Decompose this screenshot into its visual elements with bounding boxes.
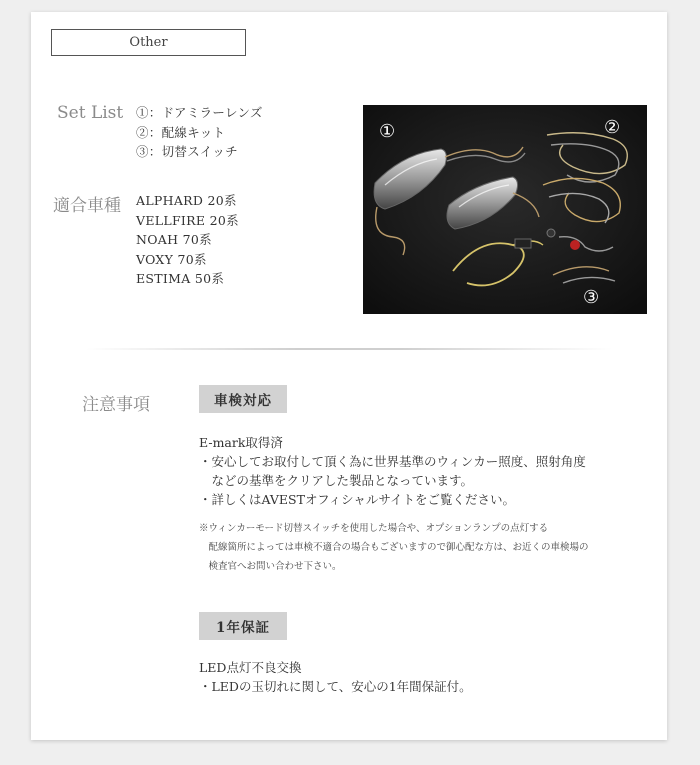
compatible-item: VELLFIRE 20系 bbox=[136, 212, 239, 228]
warranty-line: ・LEDの玉切れに関して、安心の1年間保証付。 bbox=[199, 679, 472, 694]
product-photo bbox=[363, 105, 647, 314]
section-divider bbox=[86, 348, 612, 350]
compatible-label: 適合車種 bbox=[53, 196, 121, 216]
warranty-body bbox=[199, 658, 472, 696]
set-list-label: Set List bbox=[57, 103, 124, 123]
content-card bbox=[31, 12, 667, 740]
compatible-item: ESTIMA 50系 bbox=[136, 271, 225, 286]
set-list-item: ③：切替スイッチ bbox=[136, 144, 238, 159]
photo-marker-2: ② bbox=[604, 117, 621, 138]
inspection-line: などの基準をクリアした製品となっています。 bbox=[199, 473, 474, 488]
note-line: ※ウィンカーモード切替スイッチを使用した場合や、オプションランプの点灯する bbox=[199, 523, 549, 534]
photo-marker-1: ① bbox=[379, 121, 396, 142]
inspection-small-note bbox=[199, 519, 589, 576]
compatible-item: NOAH 70系 bbox=[136, 232, 212, 247]
section-title: Other bbox=[51, 29, 246, 56]
inspection-body bbox=[199, 433, 586, 509]
compatible-item: ALPHARD 20系 bbox=[136, 193, 237, 208]
note-line: 配線箇所によっては車検不適合の場合もございますので御心配な方は、お近くの車検場の bbox=[199, 542, 589, 553]
set-list-item: ②：配線キット bbox=[136, 124, 226, 140]
compatible-item: VOXY 70系 bbox=[136, 251, 207, 267]
inspection-tag: 車検対応 bbox=[199, 385, 287, 413]
warranty-heading: LED点灯不良交換 bbox=[199, 660, 302, 675]
set-list-item: ①：ドアミラーレンズ bbox=[136, 105, 263, 120]
photo-marker-3: ③ bbox=[583, 287, 600, 308]
inspection-line: ・安心してお取付して頂く為に世界基準のウィンカー照度、照射角度 bbox=[199, 454, 586, 469]
warranty-tag: 1年保証 bbox=[199, 612, 287, 640]
notes-label: 注意事項 bbox=[82, 395, 150, 415]
inspection-line: ・詳しくはAVESTオフィシャルサイトをご覧ください。 bbox=[199, 492, 515, 507]
note-line: 検査官へお問い合わせ下さい。 bbox=[199, 561, 342, 572]
switch-button bbox=[570, 240, 580, 250]
compatible-list bbox=[136, 191, 239, 289]
inspection-heading: E-mark取得済 bbox=[199, 435, 283, 450]
set-list bbox=[136, 103, 263, 162]
